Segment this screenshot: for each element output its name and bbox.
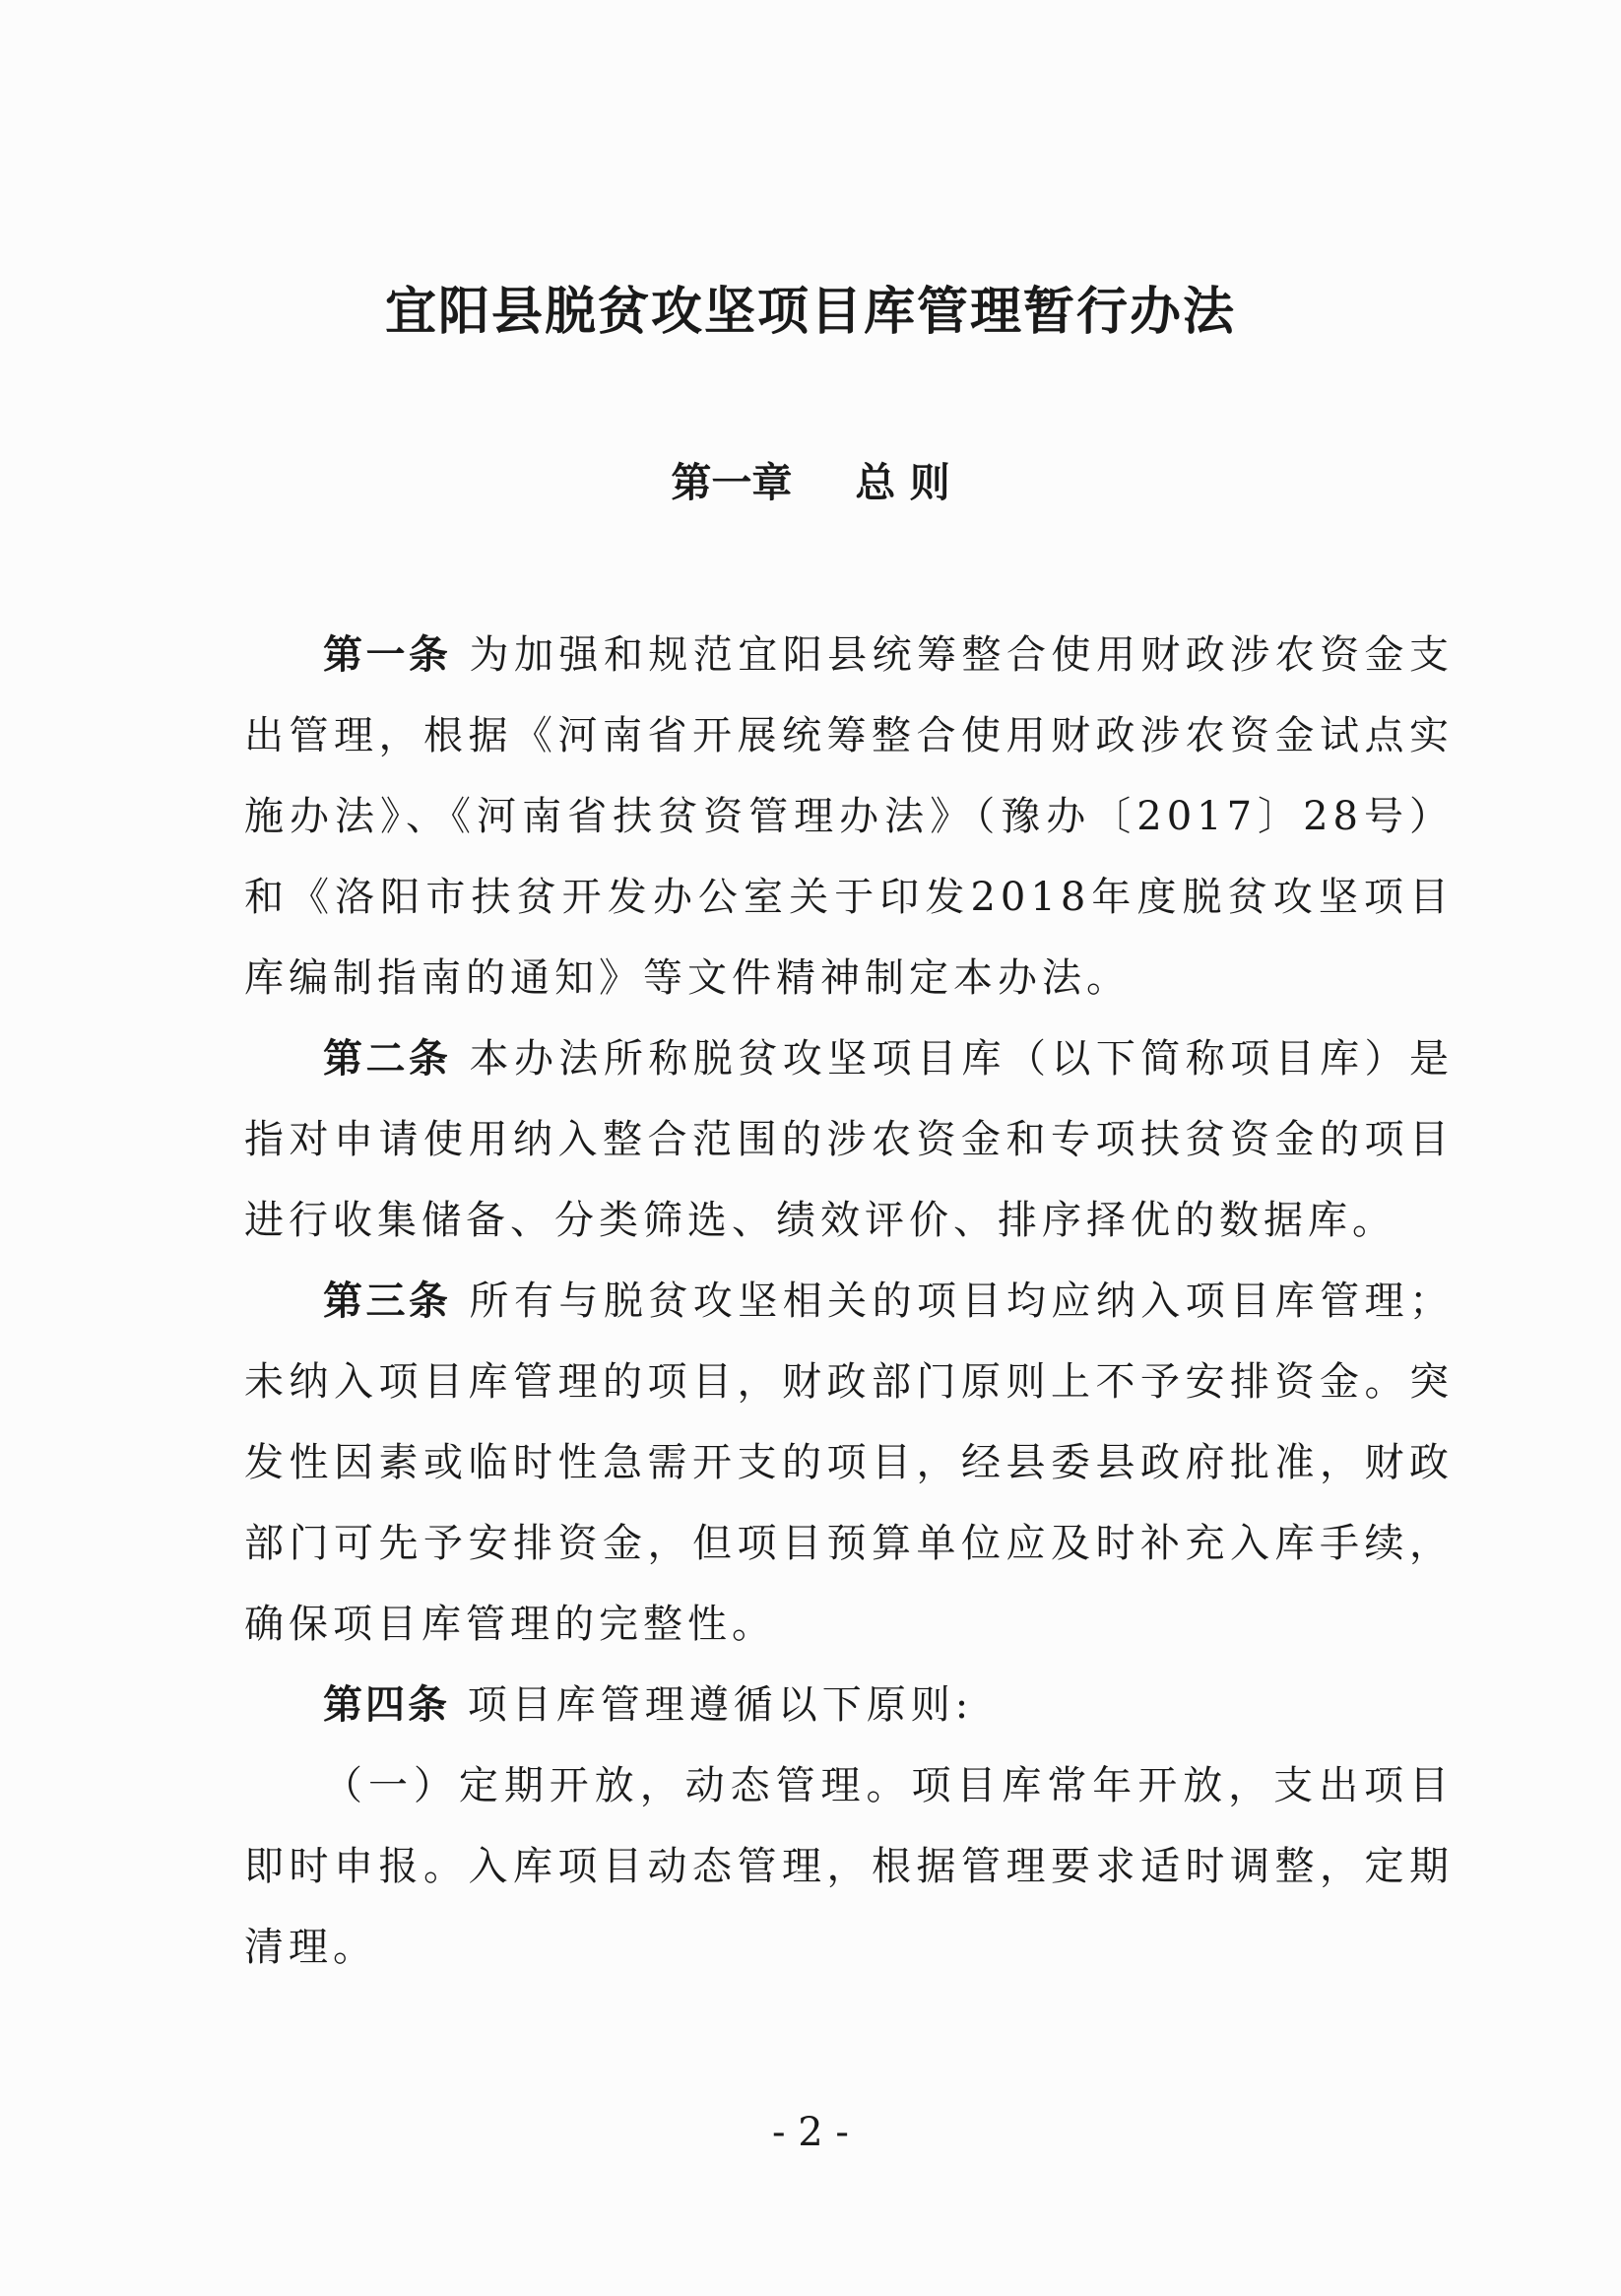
article-2: [244, 1018, 1454, 1261]
article-2-text: 本办法所称脱贫攻坚项目库（以下简称项目库）是指对申请使用纳入整合范围的涉农资金和专项扶贫资金的项目进行收集储备、分类筛选、绩效评价、排序择优的数据库。: [244, 1036, 1455, 1243]
article-1: [244, 615, 1454, 1018]
article-3-text: 所有与脱贫攻坚相关的项目均应纳入项目库管理；未纳入项目库管理的项目，财政部门原则上不予安排资金。突发性因素或临时性急需开支的项目，经县委县政府批准，财政部门可先予安排资金，但项目预算单位应及时补充入库手续，确保项目库管理的完整性。: [244, 1279, 1455, 1647]
article-4-item-1: [244, 1745, 1454, 1988]
chapter-number: 第一章: [671, 459, 793, 506]
article-1-label: 第一条: [323, 632, 452, 678]
document-body: [244, 615, 1454, 1988]
article-3: [244, 1261, 1454, 1665]
article-2-label: 第二条: [323, 1036, 452, 1082]
document-title: 宜阳县脱贫攻坚项目库管理暂行办法: [384, 283, 1236, 342]
article-3-label: 第三条: [323, 1279, 452, 1324]
article-4: [244, 1665, 1454, 1745]
article-1-text: 为加强和规范宜阳县统筹整合使用财政涉农资金支出管理，根据《河南省开展统筹整合使用财政涉农资金试点实施办法》、《河南省扶贫资管理办法》（豫办〔2017〕28号）和《洛阳市扶贫开发办公室关于印发2018年度脱贫攻坚项目库编制指南的通知》等文件精神制定本办法。: [244, 632, 1455, 1001]
article-4-text: 项目库管理遵循以下原则:: [467, 1682, 974, 1728]
page-number: - 2 -: [772, 2110, 849, 2155]
article-4-item-1-text: （一）定期开放，动态管理。项目库常年开放，支出项目即时申报。入库项目动态管理，根据管理要求适时调整，定期清理。: [244, 1763, 1454, 1970]
article-4-label: 第四条: [323, 1682, 450, 1728]
chapter-heading: [0, 455, 1621, 510]
chapter-name: 总 则: [855, 459, 950, 506]
